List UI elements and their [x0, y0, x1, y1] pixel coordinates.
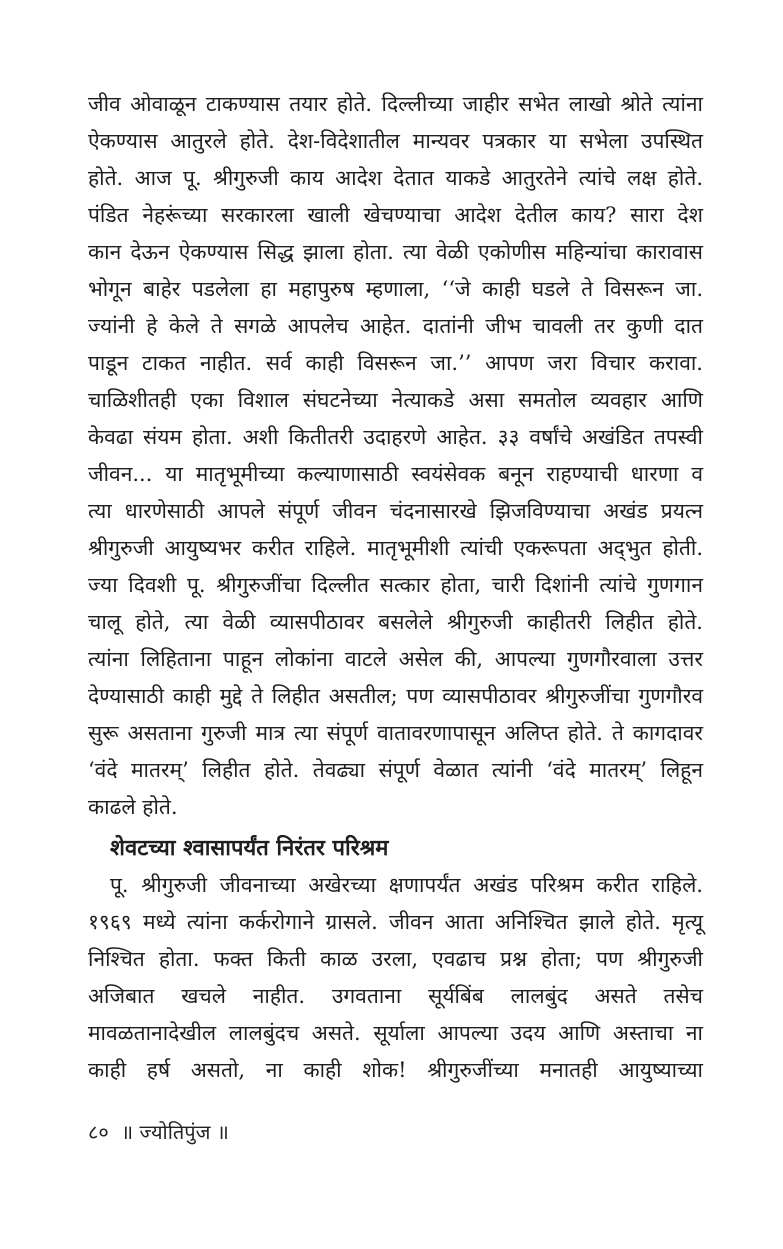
- text-line: अजिबात खचले नाहीत. उगवताना सूर्यबिंब लालबुंद असते तसेच: [88, 984, 703, 1008]
- text-line: काही हर्ष असतो, ना काही शोक! श्रीगुरुजींच्या मनातही आयुष्याच्या: [88, 1058, 703, 1082]
- paragraph: [88, 867, 703, 1089]
- text-line: भोगून बाहेर पडलेला हा महापुरुष म्हणाला, ‘‘जे काही घडले ते विसरून जा.: [88, 277, 703, 301]
- text-line: कान देऊन ऐकण्यास सिद्ध झाला होता. त्या वेळी एकोणीस महिन्यांचा कारावास: [88, 240, 703, 264]
- text-line: १९६९ मध्ये त्यांना कर्करोगाने ग्रासले. जीवन आता अनिश्चित झाले होते. मृत्यू: [88, 910, 703, 934]
- text-line: जीवन... या मातृभूमीच्या कल्याणासाठी स्वयंसेवक बनून राहण्याची धारणा व: [88, 462, 703, 486]
- book-title: ॥ ज्योतिपुंज ॥: [121, 1120, 229, 1144]
- text-line: चालू होते, त्या वेळी व्यासपीठावर बसलेले श्रीगुरुजी काहीतरी लिहीत होते.: [88, 610, 703, 634]
- text-line: त्या धारणेसाठी आपले संपूर्ण जीवन चंदनासारखे झिजविण्याचा अखंड प्रयत्न: [88, 499, 703, 523]
- text-line: सुरू असताना गुरुजी मात्र त्या संपूर्ण वातावरणापासून अलिप्त होते. ते कागदावर: [88, 721, 703, 745]
- paragraph: [88, 86, 703, 826]
- text-line: पंडित नेहरूंच्या सरकारला खाली खेचण्याचा आदेश देतील काय? सारा देश: [88, 203, 703, 227]
- section-heading: शेवटच्या श्वासापर्यंत निरंतर परिश्रम: [110, 836, 389, 861]
- text-line: जीव ओवाळून टाकण्यास तयार होते. दिल्लीच्या जाहीर सभेत लाखो श्रोते त्यांना: [88, 92, 703, 116]
- page-number: ८०: [88, 1120, 109, 1144]
- text-line: पू. श्रीगुरुजी जीवनाच्या अखेरच्या क्षणापर्यंत अखंड परिश्रम करीत राहिले.: [110, 873, 703, 897]
- text-line: देण्यासाठी काही मुद्दे ते लिहीत असतील; पण व्यासपीठावर श्रीगुरुजींचा गुणगौरव: [88, 684, 703, 708]
- text-line: त्यांना लिहिताना पाहून लोकांना वाटले असेल की, आपल्या गुणगौरवाला उत्तर: [88, 647, 703, 671]
- text-line: निश्चित होता. फक्त किती काळ उरला, एवढाच प्रश्न होता; पण श्रीगुरुजी: [88, 947, 703, 971]
- text-line: केवढा संयम होता. अशी कितीतरी उदाहरणे आहेत. ३३ वर्षांचे अखंडित तपस्वी: [88, 425, 703, 449]
- text-line: काढले होते.: [88, 795, 178, 819]
- text-line: ऐकण्यास आतुरले होते. देश-विदेशातील मान्यवर पत्रकार या सभेला उपस्थित: [88, 129, 703, 153]
- text-line: ज्या दिवशी पू. श्रीगुरुजींचा दिल्लीत सत्कार होता, चारी दिशांनी त्यांचे गुणगान: [88, 573, 703, 597]
- text-line: श्रीगुरुजी आयुष्यभर करीत राहिले. मातृभूमीशी त्यांची एकरूपता अद्‌भुत होती.: [88, 536, 703, 560]
- page-footer: [88, 1118, 229, 1145]
- body-text: [88, 86, 703, 1089]
- text-line: ‘वंदे मातरम्’ लिहीत होते. तेवढ्या संपूर्ण वेळात त्यांनी ‘वंदे मातरम्’ लिहून: [88, 758, 703, 782]
- text-line: होते. आज पू. श्रीगुरुजी काय आदेश देतात याकडे आतुरतेने त्यांचे लक्ष होते.: [88, 166, 703, 190]
- text-line: मावळतानादेखील लालबुंदच असते. सूर्याला आपल्या उदय आणि अस्ताचा ना: [88, 1021, 703, 1045]
- text-line: पाडून टाकत नाहीत. सर्व काही विसरून जा.’’ आपण जरा विचार करावा.: [88, 351, 703, 375]
- text-line: चाळिशीतही एका विशाल संघटनेच्या नेत्याकडे असा समतोल व्यवहार आणि: [88, 388, 703, 412]
- text-line: ज्यांनी हे केले ते सगळे आपलेच आहेत. दातांनी जीभ चावली तर कुणी दात: [88, 314, 703, 338]
